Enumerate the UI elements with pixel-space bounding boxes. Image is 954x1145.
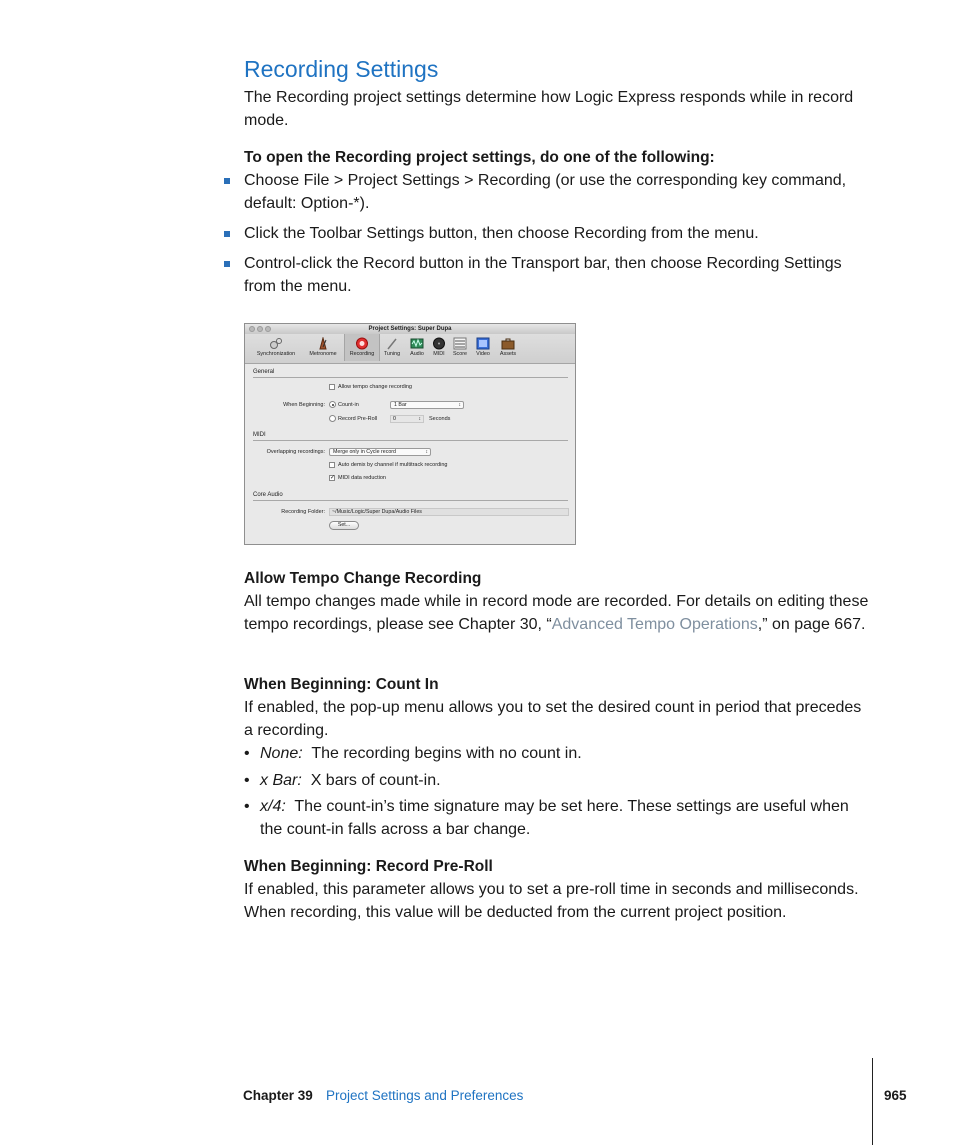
assets-icon xyxy=(501,337,515,350)
count-item-term: x/4: xyxy=(260,798,286,815)
stepper-arrows-icon: ↕ xyxy=(418,416,421,422)
toolbar-label: Score xyxy=(452,351,468,357)
pre-roll-value: 0 xyxy=(393,416,396,422)
footer-chapter: Chapter 39 xyxy=(243,1088,313,1103)
auto-demix-checkbox[interactable] xyxy=(329,462,335,468)
bullet-dot: • xyxy=(244,745,250,762)
page-title: Recording Settings xyxy=(244,56,439,82)
allow-tempo-text-end: ,” on page 667. xyxy=(757,616,866,633)
pre-roll-field[interactable] xyxy=(390,415,424,423)
pre-roll-paragraph: If enabled, this parameter allows you to set a pre-roll time in seconds and milliseconds. When recording, this value will be deducted from the current project position. xyxy=(244,881,859,921)
popup-arrows-icon: ↕ xyxy=(425,449,428,455)
core-audio-section-label: Core Audio xyxy=(253,492,283,498)
toolbar-label: Assets xyxy=(499,351,517,357)
toolbar-tuning[interactable] xyxy=(381,335,403,357)
allow-tempo-text: All tempo changes made while in record mode are recorded. For details on editing these tempo recordings, please see Chapter 30, “ xyxy=(244,593,869,633)
sync-icon xyxy=(269,337,283,350)
count-item-term: x Bar: xyxy=(260,772,302,789)
page-number: 965 xyxy=(884,1088,907,1103)
toolbar-video[interactable] xyxy=(472,335,494,357)
count-in-heading: When Beginning: Count In xyxy=(244,676,439,693)
overlapping-value: Merge only in Cycle record xyxy=(333,449,396,455)
score-icon xyxy=(453,337,467,350)
recording-folder-field[interactable] xyxy=(329,508,569,516)
toolbar-score[interactable] xyxy=(450,335,470,357)
count-in-popup[interactable] xyxy=(390,401,464,409)
set-folder-button[interactable]: Set... xyxy=(329,521,359,530)
bullet-marker xyxy=(224,231,230,237)
footer-chapter-title-link[interactable]: Project Settings and Preferences xyxy=(326,1088,524,1103)
toolbar-assets[interactable] xyxy=(496,335,520,357)
bullet-dot: • xyxy=(244,772,250,789)
toolbar-label: MIDI xyxy=(433,351,445,357)
toolbar-label: Synchronization xyxy=(256,351,296,357)
toolbar-label: Tuning xyxy=(383,351,401,357)
recording-settings-screenshot xyxy=(244,323,576,545)
allow-tempo-checkbox[interactable] xyxy=(329,384,335,390)
allow-tempo-paragraph xyxy=(244,590,872,636)
window-title: Project Settings: Super Dupa xyxy=(368,326,452,332)
bullet-dot: • xyxy=(244,798,250,815)
open-step-3: Control-click the Record button in the Transport bar, then choose Recording Settings from the menu. xyxy=(244,255,842,295)
toolbar-synchronization[interactable] xyxy=(251,335,301,357)
when-beginning-label: When Beginning: xyxy=(283,402,325,408)
count-in-paragraph: If enabled, the pop-up menu allows you to set the desired count in period that precedes a recording. xyxy=(244,699,862,739)
section-divider xyxy=(253,377,568,378)
count-in-radio[interactable] xyxy=(329,401,336,408)
toolbar-metronome[interactable] xyxy=(304,335,342,357)
overlapping-label: Overlapping recordings: xyxy=(266,449,325,455)
recording-folder-value: ~/Music/Logic/Super Dupa/Audio Files xyxy=(332,509,422,515)
pre-roll-label: Record Pre-Roll xyxy=(338,416,378,422)
popup-arrows-icon: ↕ xyxy=(458,402,461,408)
toolbar-label: Metronome xyxy=(309,351,337,357)
recording-folder-label: Recording Folder: xyxy=(281,509,325,515)
count-item-bar xyxy=(260,769,860,792)
bullet-marker xyxy=(224,178,230,184)
open-steps-heading: To open the Recording project settings, do one of the following: xyxy=(244,149,715,166)
toolbar-audio[interactable] xyxy=(406,335,428,357)
tuning-fork-icon xyxy=(385,337,399,350)
midi-icon xyxy=(432,337,446,350)
metronome-icon xyxy=(316,337,330,350)
section-divider xyxy=(253,500,568,501)
allow-tempo-label: Allow tempo change recording xyxy=(338,384,412,390)
settings-toolbar xyxy=(245,334,575,364)
general-section-label: General xyxy=(253,369,275,375)
bullet-marker xyxy=(224,261,230,267)
open-step-2: Click the Toolbar Settings button, then choose Recording from the menu. xyxy=(244,225,759,242)
audio-icon xyxy=(410,337,424,350)
midi-section-label: MIDI xyxy=(253,432,266,438)
seconds-label: Seconds xyxy=(429,416,451,422)
count-item-desc: The recording begins with no count in. xyxy=(311,745,582,762)
minimize-window-icon[interactable] xyxy=(257,326,263,332)
advanced-tempo-link[interactable]: Advanced Tempo Operations xyxy=(551,616,758,633)
toolbar-label: Recording xyxy=(349,351,375,357)
midi-reduction-checkbox[interactable]: ✓ xyxy=(330,475,336,481)
count-in-value: 1 Bar xyxy=(394,402,407,408)
auto-demix-label: Auto demix by channel if multitrack recording xyxy=(338,462,448,468)
open-step-1: Choose File > Project Settings > Recording (or use the corresponding key command, default: Option-*). xyxy=(244,172,847,212)
intro-paragraph: The Recording project settings determine how Logic Express responds while in record mode. xyxy=(244,89,854,129)
video-icon xyxy=(476,337,490,350)
record-icon xyxy=(355,337,369,350)
section-divider xyxy=(253,440,568,441)
toolbar-recording[interactable] xyxy=(344,334,380,361)
count-item-desc: The count-in’s time signature may be set here. These settings are useful when the count-in falls across a bar change. xyxy=(260,798,849,838)
count-item-desc: X bars of count-in. xyxy=(310,772,441,789)
footer-divider xyxy=(872,1058,873,1145)
overlapping-popup[interactable] xyxy=(329,448,431,456)
count-item-term: None: xyxy=(260,745,303,762)
pre-roll-heading: When Beginning: Record Pre-Roll xyxy=(244,858,493,875)
zoom-window-icon[interactable] xyxy=(265,326,271,332)
toolbar-label: Audio xyxy=(410,351,424,357)
midi-reduction-label: MIDI data reduction xyxy=(338,475,386,481)
count-item-none xyxy=(260,742,860,765)
pre-roll-radio[interactable] xyxy=(329,415,336,422)
toolbar-midi[interactable] xyxy=(430,335,448,357)
count-item-signature xyxy=(260,795,860,841)
close-window-icon[interactable] xyxy=(249,326,255,332)
allow-tempo-heading: Allow Tempo Change Recording xyxy=(244,570,482,587)
toolbar-label: Video xyxy=(476,351,490,357)
count-in-label: Count-in xyxy=(338,402,359,408)
